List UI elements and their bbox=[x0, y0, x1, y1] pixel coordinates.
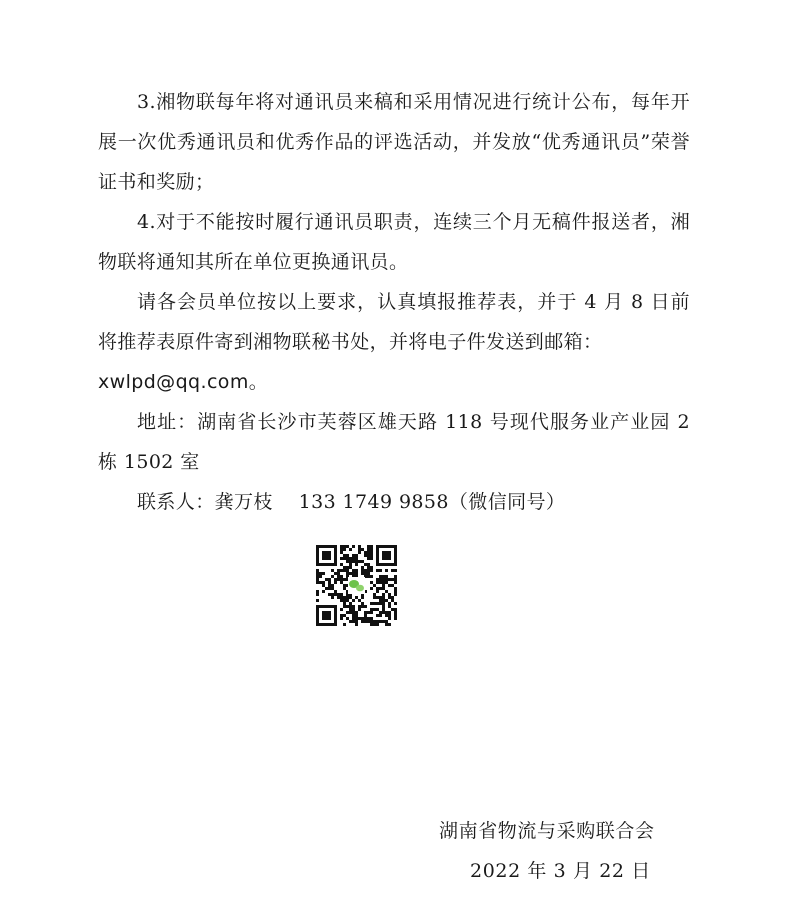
paragraph-contact: 联系人：龚万枝 133 1749 9858（微信同号） bbox=[137, 491, 566, 513]
signature-date: 2022 年 3 月 22 日 bbox=[470, 860, 651, 882]
wechat-qr-code-image bbox=[316, 545, 397, 626]
paragraph-item-3: 3.湘物联每年将对通讯员来稿和采用情况进行统计公布，每年开展一次优秀通讯员和优秀作品的评选活动，并发放“优秀通讯员”荣誉证书和奖励； bbox=[98, 91, 690, 193]
signature-organization: 湖南省物流与采购联合会 bbox=[439, 820, 655, 842]
paragraph-address: 地址：湖南省长沙市芙蓉区雄天路 118 号现代服务业产业园 2 栋 1502 室 bbox=[98, 411, 690, 473]
email-address: xwlpd@qq.com。 bbox=[98, 371, 269, 393]
paragraph-item-4: 4.对于不能按时履行通讯员职责，连续三个月无稿件报送者，湘物联将通知其所在单位更换通讯员。 bbox=[98, 211, 690, 273]
paragraph-submission-request: 请各会员单位按以上要求，认真填报推荐表，并于 4 月 8 日前将推荐表原件寄到湘物联秘书处，并将电子件发送到邮箱： bbox=[98, 291, 690, 353]
